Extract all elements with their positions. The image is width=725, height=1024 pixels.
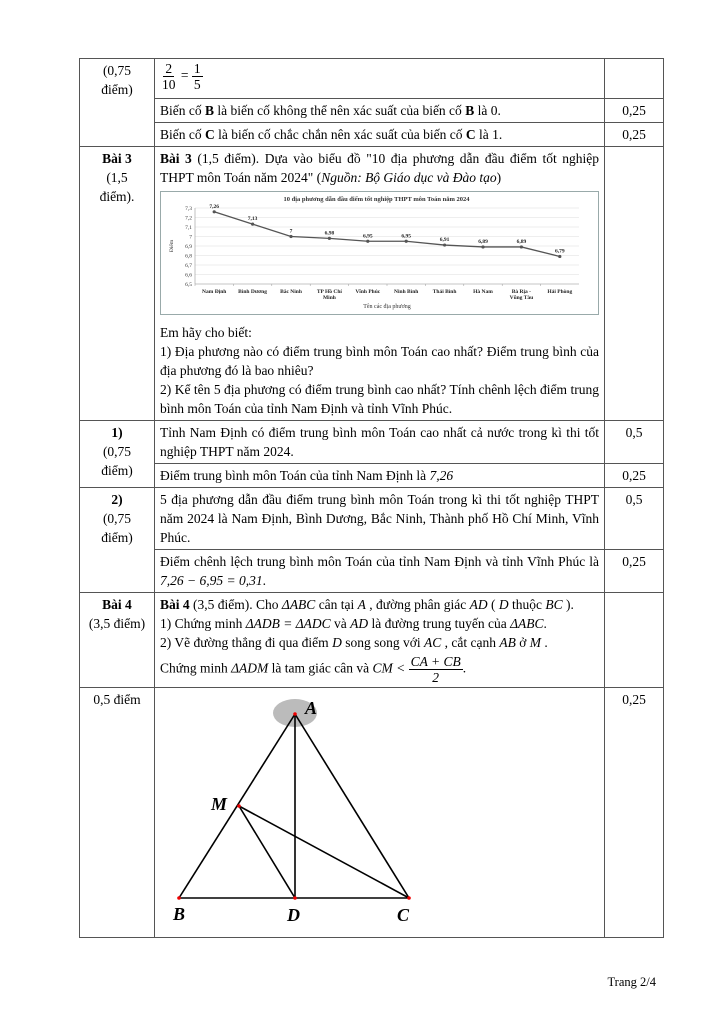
label-a: A xyxy=(305,698,318,718)
data-point xyxy=(251,223,254,226)
score: 0,25 xyxy=(605,688,664,938)
segment-MD xyxy=(239,806,295,898)
answer2-text: 5 địa phương dẫn đầu điểm trung bình môn Toán trong kì thi tốt nghiệp THPT năm 2024 là Nam Định, Bình Dương, Bắc Ninh, Thành phố Hồ Chí Minh, Vĩnh Phúc. xyxy=(155,488,605,550)
points-line: điểm). xyxy=(99,189,135,204)
chart-container xyxy=(160,191,599,315)
score: 0,25 xyxy=(605,550,664,593)
text: ). xyxy=(562,597,574,612)
x-tick-label: TP Hồ Chí xyxy=(316,289,342,295)
score: 0,25 xyxy=(605,123,664,147)
fraction xyxy=(409,654,463,685)
score: 0,25 xyxy=(605,99,664,123)
equals: = xyxy=(180,67,189,83)
text: là 1. xyxy=(475,127,503,142)
frac-den: 10 xyxy=(162,77,176,92)
x-tick-label: Bình Dương xyxy=(238,289,268,295)
answer-label: 1) xyxy=(111,425,123,440)
text: Bài 3 xyxy=(160,151,192,166)
figure-points: 0,5 điểm xyxy=(80,688,155,938)
y-tick-label: 6,7 xyxy=(185,263,192,269)
answer-table xyxy=(79,58,664,938)
text: là biến cố chắc chắn nên xác suất của biến cố xyxy=(214,127,466,142)
label-d: D xyxy=(287,905,300,925)
math: BC xyxy=(545,597,563,612)
line-chart xyxy=(161,192,592,312)
text: song song với xyxy=(341,635,424,650)
data-label: 6,95 xyxy=(401,233,412,240)
math: A xyxy=(357,597,366,612)
x-tick-label: Ninh Bình xyxy=(394,289,419,295)
data-point xyxy=(558,255,561,258)
text: (3,5 điểm). Cho xyxy=(189,597,282,612)
page-number: Trang 2/4 xyxy=(607,975,656,989)
answer1-text: Tỉnh Nam Định có điểm trung bình môn Toán cao nhất cả nước trong kì thi tốt nghiệp THPT năm 2024. xyxy=(155,421,605,464)
text: 1) Chứng minh xyxy=(160,616,246,631)
problem-label: Bài 4 xyxy=(102,597,132,612)
data-label: 6,89 xyxy=(478,238,488,245)
data-point xyxy=(289,235,292,238)
score: 0,5 xyxy=(605,488,664,550)
data-label: 6,91 xyxy=(439,237,450,244)
point-b xyxy=(177,896,181,900)
label-c: C xyxy=(397,905,410,925)
score: 0,5 xyxy=(605,421,664,464)
cell-answer2-label xyxy=(80,488,155,593)
cell-score-empty xyxy=(605,593,664,688)
frac-den: 2 xyxy=(432,670,440,685)
points-line: (0,75 xyxy=(102,444,132,459)
data-label: 6,98 xyxy=(324,230,335,237)
math: M xyxy=(529,635,541,650)
triangle-figure xyxy=(155,688,604,932)
label-b: B xyxy=(173,904,186,924)
data-point xyxy=(443,243,446,246)
math: AD xyxy=(350,616,369,631)
text: C xyxy=(205,127,215,142)
y-axis-label: Điểm xyxy=(169,239,175,253)
data-label: 6,95 xyxy=(362,233,373,240)
math: ΔADB = ΔADC xyxy=(245,616,331,631)
bai4-line2 xyxy=(160,614,599,633)
cell-answer1-label xyxy=(80,421,155,488)
y-tick-label: 6,6 xyxy=(185,272,192,279)
cell-bai4-content xyxy=(155,593,605,688)
text: B xyxy=(205,103,215,118)
x-tick-label: Nam Định xyxy=(202,289,227,295)
text: thuộc xyxy=(508,597,546,612)
math: ΔABC xyxy=(281,597,316,612)
y-tick-label: 6,9 xyxy=(185,244,192,250)
segment-MC xyxy=(239,806,409,898)
answer-label: 2) xyxy=(111,492,123,507)
bai3-intro xyxy=(160,149,599,187)
chart-title: 10 địa phương dẫn đầu điểm tốt nghiệp THPT môn Toán năm 2024 xyxy=(283,196,470,203)
text: và xyxy=(330,616,351,631)
data-label: 6,89 xyxy=(516,238,527,245)
text: là đường trung tuyến của xyxy=(368,616,511,631)
series-line xyxy=(214,212,560,257)
y-tick-label: 7,1 xyxy=(185,225,192,231)
text: Bài 4 xyxy=(160,597,190,612)
points-line: điểm) xyxy=(101,530,133,545)
text: ( xyxy=(487,597,499,612)
data-point xyxy=(366,240,369,243)
text: Điểm chênh lệch trung bình môn Toán của tỉnh Nam Định và tỉnh Vĩnh Phúc là xyxy=(160,554,599,569)
text: ở xyxy=(515,635,530,650)
y-tick-label: 7,3 xyxy=(185,206,192,212)
frac-num: CA + CB xyxy=(410,654,461,669)
frac-den: 5 xyxy=(193,77,201,92)
point-m xyxy=(237,804,241,808)
math-value: 7,26 − 6,95 = 0,31 xyxy=(160,573,263,588)
y-tick-label: 7 xyxy=(189,234,192,241)
data-point xyxy=(520,245,523,248)
text: là tam giác cân và xyxy=(268,660,373,676)
cell-bai3-content xyxy=(155,147,605,421)
text: , đường phân giác xyxy=(365,597,470,612)
x-tick-label: Thái Bình xyxy=(432,289,457,295)
data-point xyxy=(405,240,408,243)
text: . xyxy=(262,573,266,588)
text: , cắt cạnh xyxy=(441,635,500,650)
cell-fraction xyxy=(155,59,605,99)
math: AD xyxy=(469,597,488,612)
points-line: (0,75 xyxy=(102,63,132,78)
label-m: M xyxy=(211,794,228,814)
points-line: (0,75 xyxy=(102,511,132,526)
question-intro: Em hãy cho biết: xyxy=(160,325,252,340)
text: là biến cố không thể nên xác suất của biến cố xyxy=(214,103,466,118)
text: . xyxy=(540,635,548,650)
cell-event-c xyxy=(155,123,605,147)
point-d xyxy=(293,896,297,900)
cell-bai3-label xyxy=(80,147,155,421)
text: . xyxy=(462,660,467,676)
data-label: 6,79 xyxy=(554,248,565,255)
text: Biến cố xyxy=(160,127,205,142)
answer1-value xyxy=(155,464,605,488)
y-tick-label: 6,5 xyxy=(185,282,192,288)
math: AC xyxy=(423,635,442,650)
source: Nguồn: Bộ Giáo dục và Đào tạo xyxy=(321,170,497,185)
math: ΔADM xyxy=(231,660,269,676)
points-line: (3,5 điểm) xyxy=(88,616,146,631)
fraction xyxy=(160,61,178,92)
math: CM < xyxy=(372,660,406,676)
x-tick-label: Hải Phòng xyxy=(547,289,573,295)
y-tick-label: 6,8 xyxy=(185,253,192,260)
question-2: 2) Kể tên 5 địa phương có điểm trung bình cao nhất? Tính chênh lệch điểm trung bình môn Toán của tỉnh Nam Định và tỉnh Vĩnh Phúc. xyxy=(160,382,599,416)
bai4-line1 xyxy=(160,595,599,614)
x-tick-label: Vũng Tàu xyxy=(509,295,534,301)
segment-AC xyxy=(295,714,409,898)
text: B xyxy=(465,103,475,118)
math: ΔABC xyxy=(510,616,544,631)
data-label: 7,26 xyxy=(209,203,220,210)
text: Biến cố xyxy=(160,103,205,118)
x-tick-label: Bà Rịa - xyxy=(511,289,532,295)
text: C xyxy=(465,127,476,142)
point-c xyxy=(407,896,411,900)
text: (1,5 điểm). Dựa vào biểu đồ "10 địa phương dẫn đầu điểm tốt nghiệp THPT môn Toán năm 2024" ( xyxy=(160,151,599,185)
math: D xyxy=(332,635,342,650)
frac-num: 2 xyxy=(165,61,173,76)
cell-points-r1 xyxy=(80,59,155,147)
bai4-line3 xyxy=(160,633,599,652)
points-line: điểm) xyxy=(101,82,133,97)
points-line: (1,5 xyxy=(106,170,128,185)
cell-score-empty xyxy=(605,147,664,421)
answer2-value xyxy=(155,550,605,593)
text: Chứng minh xyxy=(160,660,232,676)
x-tick-label: Minh xyxy=(322,295,336,301)
data-label: 7,13 xyxy=(247,216,258,223)
math: AB xyxy=(499,635,516,650)
x-tick-label: Hà Nam xyxy=(473,289,493,295)
text: ) xyxy=(496,170,502,185)
cell-figure xyxy=(155,688,605,938)
data-label: 7 xyxy=(289,228,293,235)
text: 2) Vẽ đường thẳng đi qua điểm xyxy=(160,635,333,650)
bai4-line4 xyxy=(160,654,599,685)
points-line: điểm) xyxy=(101,463,133,478)
text: cân tại xyxy=(315,597,358,612)
data-point xyxy=(213,210,216,213)
x-tick-label: Bắc Ninh xyxy=(280,289,302,295)
question-1: 1) Địa phương nào có điểm trung bình môn Toán cao nhất? Điểm trung bình của địa phương đó là bao nhiêu? xyxy=(160,344,599,378)
cell-event-b xyxy=(155,99,605,123)
fraction xyxy=(192,61,203,92)
y-tick-label: 7,2 xyxy=(185,215,192,222)
text: . xyxy=(543,616,547,631)
frac-num: 1 xyxy=(193,61,201,76)
data-point xyxy=(481,245,484,248)
score: 0,25 xyxy=(605,464,664,488)
cell-bai4-label xyxy=(80,593,155,688)
math-value: 7,26 xyxy=(429,468,454,483)
problem-label: Bài 3 xyxy=(102,151,132,166)
math: D xyxy=(498,597,509,612)
cell-score-empty xyxy=(605,59,664,99)
x-tick-label: Vĩnh Phúc xyxy=(355,289,381,295)
text: Điểm trung bình môn Toán của tỉnh Nam Định là xyxy=(160,468,430,483)
text: là 0. xyxy=(474,103,501,118)
point-a xyxy=(293,712,297,716)
data-point xyxy=(328,237,331,240)
x-axis-label: Tên các địa phương xyxy=(363,304,411,310)
